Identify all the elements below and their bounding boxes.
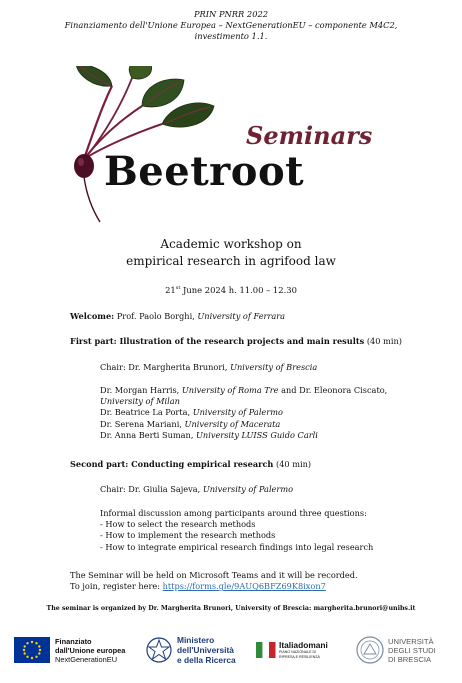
join-label: To join, register here: [70, 581, 161, 592]
mur-line-1: Ministero [177, 635, 215, 645]
part2-chair-label: Chair: Dr. Giulia Sajeva, [100, 484, 201, 494]
header-line-3: investimento 1.1. [194, 31, 268, 41]
speaker-1 [100, 385, 420, 407]
mur-line-2: dell'Università [177, 645, 234, 655]
part2-duration: (40 min) [276, 459, 312, 469]
unibs-line-1: UNIVERSITÀ [388, 636, 434, 646]
speaker-2-affil: University of Palermo [192, 407, 283, 418]
speaker-4-name: Dr. Anna Berti Suman, [100, 429, 194, 440]
speaker-1-mid: and Dr. Eleonora Ciscato, [281, 385, 388, 395]
mur-logo [146, 631, 236, 669]
eu-line-3: NextGenerationEU [55, 654, 118, 664]
closing-block [70, 570, 358, 592]
eu-line-1: Finanziato [55, 636, 92, 646]
speaker-1-affil: University of Roma Tre [181, 385, 279, 395]
beetroot-illustration [72, 66, 222, 226]
italy-flag-icon [256, 639, 276, 661]
header-line-1: PRIN PNRR 2022 [193, 9, 269, 19]
event-title [0, 236, 462, 270]
closing-line: The Seminar will be held on Microsoft Teams and it will be recorded. [70, 570, 358, 580]
welcome-name: Prof. Paolo Borghi, [116, 311, 195, 321]
speaker-3 [100, 419, 420, 430]
unibs-logo-text [388, 637, 436, 664]
mur-line-3: e della Ricerca [177, 655, 236, 665]
part2-chair-affil: University of Palermo [202, 484, 294, 494]
brand-seminars: Seminars [246, 121, 373, 150]
unibs-line-3: DI BRESCIA [388, 654, 432, 664]
discussion-intro: Informal discussion among participants around three questions: [100, 508, 367, 518]
unibs-logo [356, 631, 436, 669]
part1-heading [70, 336, 402, 347]
part1-duration: (40 min) [366, 336, 402, 346]
part2-chair [100, 484, 293, 495]
speaker-1-affil2: University of [100, 396, 154, 407]
part1-chair-affil: University of Brescia [230, 362, 318, 372]
title-line-1: Academic workshop on [160, 237, 302, 251]
speaker-4-affil: University LUISS Guido Carli [196, 429, 318, 440]
speakers-list [100, 385, 420, 441]
event-date [0, 285, 462, 295]
question-3: - How to integrate empirical research findings into legal research [100, 541, 374, 552]
mur-logo-text [177, 635, 236, 665]
question-1: - How to select the research methods [100, 519, 256, 530]
header-line-2: Finanziamento dell'Unione Europea – NextGenerationEU – componente M4C2, [64, 20, 398, 30]
join-line [70, 581, 358, 592]
speaker-1-name: Dr. Morgan Harris, [100, 385, 180, 395]
italiadomani-text [279, 641, 331, 659]
date-suffix: st [175, 285, 181, 292]
funding-header [0, 9, 462, 42]
welcome-line [70, 311, 285, 322]
speaker-3-name: Dr. Serena Mariani, [100, 418, 182, 429]
part1-label: First part: Illustration of the research projects and main results [70, 336, 365, 346]
eu-logo [14, 631, 125, 669]
part1-chair [100, 362, 317, 373]
registration-link[interactable]: https://forms.gle/9AUQ6BFZ69K8ixon7 [162, 581, 326, 592]
eu-line-2: dall'Unione europea [55, 645, 126, 655]
emblem-icon [146, 635, 172, 665]
welcome-label: Welcome: [70, 311, 115, 321]
unibs-line-2: DEGLI STUDI [388, 645, 436, 655]
part1-chair-label: Chair: Dr. Margherita Brunori, [100, 362, 228, 372]
question-2: - How to implement the research methods [100, 530, 276, 541]
speaker-3-affil: University of Macerata [184, 418, 281, 429]
title-line-2: empirical research in agrifood law [126, 254, 336, 268]
organizer-footer: The seminar is organized by Dr. Margherita Brunori, University of Brescia: margherita.brunori@unibs.it [46, 605, 416, 612]
date-rest: June 2024 h. 11.00 – 12.30 [180, 285, 297, 295]
brand-beetroot: Beetroot [104, 148, 305, 195]
italiadomani-sub: PIANO NAZIONALE DI RIPRESA E RESILIENZA [279, 650, 320, 659]
date-day: 21 [165, 285, 176, 295]
welcome-affil: University of Ferrara [197, 311, 286, 321]
speaker-2 [100, 407, 420, 418]
italiadomani-logo [256, 631, 331, 669]
speaker-1-affil3: Milan [156, 396, 180, 407]
eu-logo-text [55, 637, 125, 664]
part2-heading [70, 459, 311, 470]
university-seal-icon [356, 635, 384, 665]
part2-label: Second part: Conducting empirical research [70, 459, 274, 469]
speaker-4 [100, 430, 420, 441]
discussion-block [100, 508, 373, 553]
eu-flag-icon [14, 637, 50, 663]
speaker-2-name: Dr. Beatrice La Porta, [100, 407, 191, 418]
italiadomani-name: Italiadomani [279, 640, 328, 651]
